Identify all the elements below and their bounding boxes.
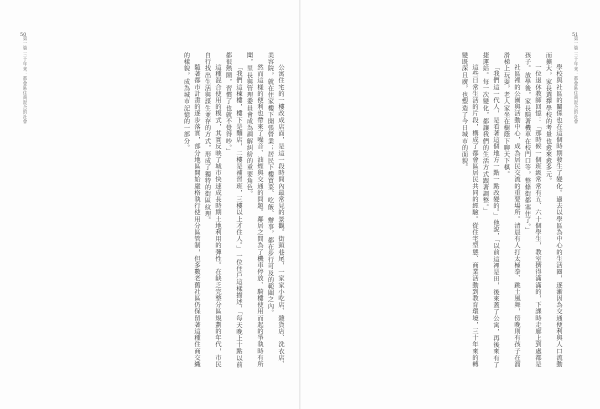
right-paragraph: 這些日常生活的片段，構成了都會區居民共同的經驗。從住宅型態、商業活動到教育環境，三十年來的轉變既深且廣，也塑造了今日城市的面貌。 — [460, 52, 478, 368]
left-page-body — [40, 52, 285, 374]
book-gutter — [299, 0, 301, 409]
left-running-head: 第一篇 三十年來：都會區住商混合的社會 — [22, 36, 27, 125]
left-page-number: 50 — [20, 32, 27, 38]
right-page-body — [308, 52, 563, 374]
right-paragraph: 社區裡的公園與活動中心，成為居民交流的重要場所。清晨有人打太極拳、跳土風舞，傍晚則有孩子在溜滑梯上玩耍，老人家坐在樹蔭下聊天下棋。 — [502, 52, 520, 368]
right-page-number: 51 — [572, 32, 579, 38]
left-paragraph: 「我們這棟樓，樓下是麵店，二樓是補習班，三樓以上才住人。」一位住戶這樣描述，「每天晚上十點以前都很熱鬧，習慣了也就不覺得吵。」 — [224, 52, 242, 368]
right-paragraph: 一位退休教師回憶：「那時候一個班級常常有五、六十個學生，教室擠得滿滿的，下課時走廊上到處都是孩子。放學後，家長騎著機車在校門口等，整條街都塞住了。」 — [523, 52, 541, 368]
right-paragraph: 學校與社區的關係也在這個時期發生了變化。過去以學區為中心的生活圈，逐漸因為交通便利與人口流動而擴大，家長選擇學校的考量也愈來愈多元。 — [544, 52, 562, 368]
left-paragraph: 隨著都市計畫的逐步落實，部分地區開始嚴格執行使用分區管制，但多數老舊社區仍保留著這種住商交織的樣貌，成為城市記憶的一部分。 — [182, 52, 200, 368]
left-paragraph: 這種混合使用的模式，其實反映了城市快速成長時期土地利用的彈性。在缺乏完整分區規劃的年代，市民自行找出生活與謀生並存的方式，形成了獨特的街區紋理。 — [203, 52, 221, 368]
right-running-head: 第一篇 三十年來：都會區住商混合的社會 — [573, 36, 578, 125]
left-paragraph: 公寓住宅的一樓改成店面，是這一段時間內最常見的景觀。街頭巷尾，一家家小吃店、雜貨店、洗衣店、美容院，就在住家樓下開張營業；居民下樓買菜、吃飯、辦事，都在步行可及的範圍之內。 — [266, 52, 284, 368]
left-paragraph: 然而這樣的便利也帶來了噪音、油煙與交通的問題。鄰居之間為了機車停放、騎樓使用而起的爭執時有所聞，里長與管理委員會成為調解糾紛的重要角色。 — [245, 52, 263, 368]
right-paragraph: 「我們這一代人，是看著這個地方一點一點改變的。」他說，「以前這裡是田，後來蓋了公寓，再後來有了捷運站。每一次變化，都讓我們的生活方式跟著調整。」 — [481, 52, 499, 368]
